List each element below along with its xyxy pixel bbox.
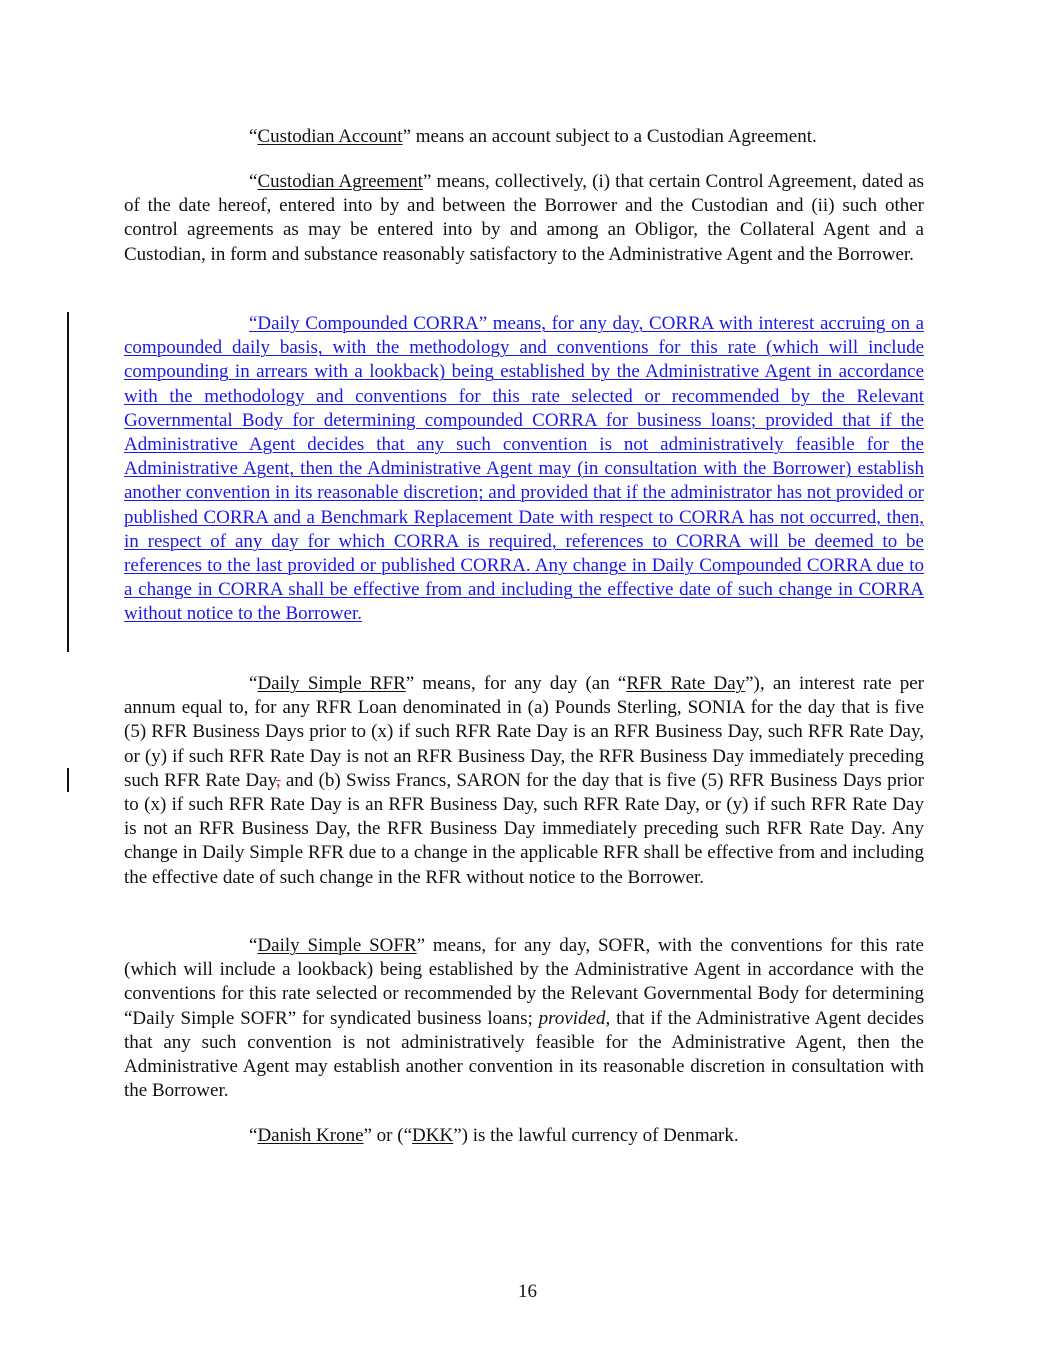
definition-text: means, collectively, (i) that certain Control Agreement, dated as of the date hereof, entered into by and between the Borrower and the Custodian and (ii) such other control agreements as may be entered into by and among an Obligor, the Collateral Agent and a Custodian, in form and substance reasonably satisfactory to the Administrative Agent and the Borrower. [124, 171, 924, 265]
definition-custodian-account: “Custodian Account” means an account subject to a Custodian Agreement. [249, 126, 817, 147]
defined-term: Custodian Agreement [257, 171, 423, 192]
page-number: 16 [518, 1281, 537, 1302]
defined-term: Danish Krone [257, 1125, 364, 1146]
change-bar [67, 312, 69, 652]
definition-text: means an account subject to a Custodian Agreement. [411, 126, 817, 147]
definition-text: , that if the Administrative Agent decides that any such convention is not administratively feasible for the Administrative Agent, then the Administrative Agent may establish another convention in its reasonable discretion in consultation with the Borrower. [124, 1007, 924, 1102]
definition-text: means, for any day, SOFR, with the conventions for this rate (which will include a lookback) being established by the Administrative Agent in accordance with the conventions for this rate selected or recommended by the Relevant Governmental Body for determining “Daily Simple SOFR” for syndicated business loans; [124, 935, 924, 1029]
definition-daily-compounded-corra [124, 312, 924, 627]
defined-term: Daily Simple RFR [257, 673, 406, 694]
inserted-text: “Daily Compounded CORRA” means, for any day, CORRA with interest accruing on a compounded daily basis, with the methodology and conventions for this rate (which will include compounding in arrears with a lookback) being established by the Administrative Agent in accordance with the methodology and conventions for this rate selected or recommended by the Relevant Governmental Body for determining compounded CORRA for business loans; provided that if the Administrative Agent decides that any such convention is not administratively feasible for the Administrative Agent, then the Administrative Agent may (in consultation with the Borrower) establish another convention in its reasonable discretion; and provided that if the administrator has not provided or published CORRA and a Benchmark Replacement Date with respect to CORRA has not occurred, then, in respect of any day for which CORRA is required, references to CORRA will be deemed to be references to the last provided or published CORRA. Any change in Daily Compounded CORRA due to a change in CORRA shall be effective from and including the effective date of such change in CORRA without notice to the Borrower. [124, 313, 924, 625]
change-bar [67, 768, 69, 792]
definition-text: ” or (“ [363, 1125, 413, 1146]
defined-subterm: RFR Rate Day [626, 673, 746, 694]
definition-daily-simple-rfr: “Daily Simple RFR” means, for any day (an “RFR Rate Day”), an interest rate per annum equal to, for any RFR Loan denominated in (a) Pounds Sterling, SONIA for the day that is five (5) RFR Business Days prior to (x) if such RFR Rate Day is an RFR Business Day, such RFR Rate Day, or (y) if such RFR Rate Day is not an RFR Business Day, the RFR Business Day immediately preceding such RFR Rate Day, and (b) Swiss Francs, SARON for the day that is five (5) RFR Business Days prior to (x) if such RFR Rate Day is an RFR Business Day, such RFR Rate Day, or (y) if such RFR Rate Day is not an RFR Business Day, the RFR Business Day immediately preceding such RFR Rate Day. Any change in Daily Simple RFR due to a change in the applicable RFR shall be effective from and including the effective date of such change in the RFR without notice to the Borrower. [124, 673, 925, 888]
defined-abbreviation: DKK [412, 1125, 454, 1146]
definition-text: means, for any day (an “ [414, 673, 627, 694]
definition-danish-krone: “Danish Krone” or (“DKK”) is the lawful currency of Denmark. [249, 1125, 739, 1146]
definition-daily-simple-sofr: “Daily Simple SOFR” means, for any day, SOFR, with the conventions for this rate (which will include a lookback) being established by the Administrative Agent in accordance with the conventions for this rate selected or recommended by the Relevant Governmental Body for determining “Daily Simple SOFR” for syndicated business loans; provided, that if the Administrative Agent decides that any such convention is not administratively feasible for the Administrative Agent, then the Administrative Agent may establish another convention in its reasonable discretion in consultation with the Borrower. [124, 935, 924, 1102]
definition-text: and (b) Swiss Francs, SARON for the day that is five (5) RFR Business Days prior to (x) if such RFR Rate Day is an RFR Business Day, such RFR Rate Day, or (y) if such RFR Rate Day is not an RFR Business Day, the RFR Business Day immediately preceding such RFR Rate Day. Any change in Daily Simple RFR due to a change in the applicable RFR shall be effective from and including the effective date of such change in the RFR without notice to the Borrower. [124, 769, 925, 888]
definition-text: ”) is the lawful currency of Denmark. [453, 1125, 739, 1146]
definition-custodian-agreement: “Custodian Agreement” means, collectively, (i) that certain Control Agreement, dated as of the date hereof, entered into by and between the Borrower and the Custodian and (ii) such other control agreements as may be entered into by and among an Obligor, the Collateral Agent and a Custodian, in form and substance reasonably satisfactory to the Administrative Agent and the Borrower. [124, 171, 924, 265]
definition-text: ”), an interest rate per annum equal to, for any RFR Loan denominated in (a) Pounds Sterling, SONIA for the day that is five (5) RFR Business Days prior to (x) if such RFR Rate Day is an RFR Business Day, such RFR Rate Day, or (y) if such RFR Rate Day is not an RFR Business Day, the RFR Business Day immediately preceding such RFR Rate Day [124, 673, 924, 791]
deleted-text: , [275, 769, 281, 791]
defined-term: Custodian Account [257, 126, 403, 147]
defined-term: Daily Simple SOFR [257, 935, 417, 956]
italic-term: provided [538, 1007, 606, 1029]
